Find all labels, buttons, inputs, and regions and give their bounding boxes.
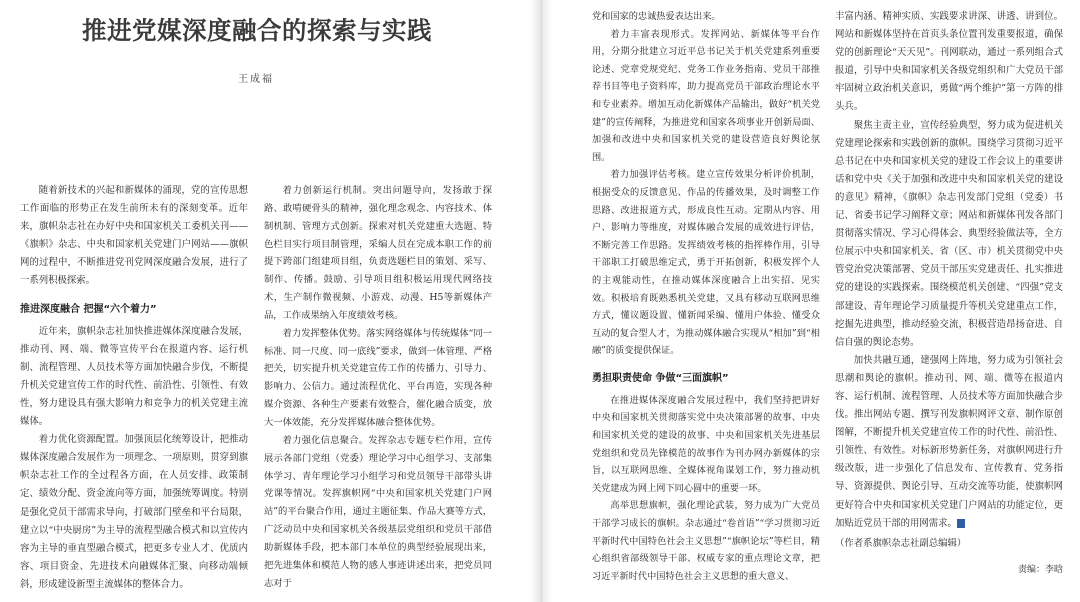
final-paragraph-text: 加快共融互通，建强网上阵地，努力成为引领社会思潮和舆论的旗帜。推动刊、网、端、微等在报道内容、运行机制、流程管理、人员技术等方面加快融合步伐。推出网站专题、撰写刊发旗帜网评文章、制作原创图解，不断提升机关党建宣传工作的时代性、前沿性、引领性、有效性。对标新形势新任务，对旗帜网进行升级改版，进一步强化了信息发布、宣传教育、党务指导、资源提供、舆论引导、互动交流等功能，使旗帜网更好符合中央和国家机关党建门户网站的功能定位，更加贴近党员干部的用网需求。 xyxy=(835,354,1063,529)
author-note: （作者系旗帜杂志社副总编辑） xyxy=(835,537,967,549)
body-paragraph: 着力丰富表现形式。发挥网站、新媒体等平台作用，分期分批建立习近平总书记关于机关党建系列重要论述、党章党规党纪、党务工作业务指南、党员干部推荐书目等电子资料库，助力提高党员干部政治理论水平和专业素养。增加互动化新媒体产品输出，做好“机关党建”的宣传阐释，为推进党和国家各项事业开创新局面、加强和改进中央和国家机关党的建设营造良好舆论氛围。 xyxy=(592,28,820,163)
body-paragraph xyxy=(835,352,1063,533)
end-mark-icon: 旗 xyxy=(957,519,965,528)
body-paragraph: 聚焦主责主业，宣传经验典型，努力成为促进机关党建理论探索和实践创新的旗帜。围绕学习贯彻习近平总书记在中央和国家机关党的建设工作会议上的重要讲话和党中央《关于加强和改进中央和国家机关党的建设的意见》精神，《旗帜》杂志刊发部门党组（党委）书记、省委书记学习阐释文章；网站和新媒体刊发各部门贯彻落实情况、学习心得体会、典型经验做法等，全方位展示中央和国家机关、省（区、市）机关贯彻党中央管党治党决策部署、党员干部压实党建责任、扎实推进党的建设的实践探索。围绕模范机关创建、“四强”党支部建设、青年理论学习质量提升等机关党建重点工作，挖掘先进典型，推动经验交流，积极营造昂扬奋进、自信自强的舆论态势。 xyxy=(835,119,1063,348)
continued-paragraph: 丰富内涵、精神实质、实践要求讲深、讲透、讲到位。网站和新媒体坚持在首页头条位置刊发重要报道，确保党的创新理论“天天见”。刊网联动，通过一系列组合式报道，引导中央和国家机关各级党组织和广大党员干部牢固树立政治机关意识，勇做“两个维护”第一方阵的排头兵。 xyxy=(835,11,1063,113)
body-paragraph: 着力强化信息聚合。发挥杂志专题专栏作用，宣传展示各部门党组（党委）理论学习中心组学习、支部集体学习、青年理论学习小组学习和党员领导干部带头讲党课等情况。发挥旗帜网“中央和国家机关党建门户网站”的平台聚合作用，通过主题征集、作品大赛等方式，广泛动员中央和国家机关各级基层党组织和党员干部借助新媒体手段，把本部门本单位的典型经验展现出来，把先进集体和模范人物的感人事迹讲述出来，把党员同志对于 xyxy=(264,434,492,589)
column-3 xyxy=(592,8,820,585)
article-title: 推进党媒深度融合的探索与实践 xyxy=(82,16,432,45)
intro-paragraph: 随着新技术的兴起和新媒体的涌现，党的宣传思想工作面临的形势正在发生前所未有的深刻变革。近年来，旗帜杂志社在办好中央和国家机关工委机关刊——《旗帜》杂志、中央和国家机关党建门户网站——旗帜网的过程中，不断推进党刊党网深度融合发展，进行了一系列积极探索。 xyxy=(20,185,248,287)
column-4 xyxy=(835,8,1063,579)
section-heading-1: 推进深度融合 把握“六个着力” xyxy=(20,303,157,315)
page-gutter xyxy=(530,0,552,602)
continued-paragraph: 党和国家的忠诚热爱表达出来。 xyxy=(592,11,721,22)
column-2 xyxy=(264,182,492,592)
body-paragraph: 近年来，旗帜杂志社加快推进媒体深度融合发展，推动刊、网、端、微等宣传平台在报道内容、运行机制、流程管理、人员技术等方面加快融合步伐，不断提升机关党建宣传工作的时代性、前沿性、引领性、有效性，努力建设具有强大影响力和竞争力的机关党建主流媒体。 xyxy=(20,325,248,428)
body-paragraph: 着力发挥整体优势。落实网络媒体与传统媒体“同一标准、同一尺度、同一底线”要求，做到一体管理、严格把关，切实提升机关党建宣传工作的传播力、引导力、影响力、公信力。通过流程优化、平台再造，实现各种媒介资源、各种生产要素有效整合，催化融合质变，放大一体效能，充分发挥媒体融合整体优势。 xyxy=(264,327,492,428)
body-paragraph: 着力优化资源配置。加强顶层化统筹设计，把推动媒体深度融合发展作为一项理念、一项原则，贯穿到旗帜杂志社工作的全过程各方面，在人员安排、政策制定、绩效分配、资金流向等方面，加强统筹调度。特别是强化党员干部需求导向，打破部门壁垒和平台局限，建立以“中央厨房”为主导的流程型融合模式和以宣传内容为主导的垂直型融合模式，把更多专业人才、优质内容、项目资金、先进技术向融媒体汇聚、向移动端倾斜，形成建设新型主流媒体的整体合力。 xyxy=(20,434,248,590)
section-heading-2: 勇担职责使命 争做“三面旗帜” xyxy=(592,372,729,384)
body-paragraph: 在推进媒体深度融合发展过程中，我们坚持把讲好中央和国家机关贯彻落实党中央决策部署的故事、中央和国家机关党的建设的故事、中央和国家机关先进基层党组织和党员先锋模范的故事作为刊办网办新媒体的宗旨，以互联网思维、全媒体视角谋划工作，努力推动机关党建成为网上网下同心圆中的重要一环。 xyxy=(592,394,820,494)
article-author: 王成福 xyxy=(238,74,274,85)
body-paragraph: 着力加强评估考核。建立宣传效果分析评价机制，根据受众的反馈意见、作品的传播效果，及时调整工作思路、改进报道方式，形成良性互动。定期从内容、用户、影响力等维度，对媒体融合发展的成效进行评估，不断完善工作思路。发挥绩效考核的指挥棒作用，引导干部职工打破思维定式，勇于开拓创新，积极发挥个人的主观能动性，在推动媒体深度融合上出实招、见实效。积极培育既熟悉机关党建，又具有移动互联网思维方式，懂议题设置、懂新闻采编、懂用户体验、懂受众互动的复合型人才，为推动媒体融合实现从“相加”到“相融”的质变提供保证。 xyxy=(592,169,820,357)
column-1 xyxy=(20,182,248,594)
body-paragraph: 着力创新运行机制。突出问题导向，发扬敢于探路、敢啃硬骨头的精神，强化理念观念、内容技术、体制机制、管理方式创新。探索对机关党建重大选题、特色栏目实行项目制管理，采编人员在完成本职工作的前提下跨部门组建项目组，负责选题栏目的策划、采写、制作、传播。鼓励、引导项目组积极运用现代网络技术，生产制作微视频、小游戏、动漫、H5等新媒体产品，工作成果纳入年度绩效考核。 xyxy=(264,185,492,321)
editor-credit: 责编：李晗 xyxy=(1017,564,1063,575)
body-paragraph: 高举思想旗帜，强化理论武装，努力成为广大党员干部学习成长的旗帜。杂志通过“卷首语”“学习贯彻习近平新时代中国特色社会主义思想”“旗帜论坛”等栏目，精心组织省部级领导干部、权威专家的重点理论文章，把习近平新时代中国特色社会主义思想的重大意义、 xyxy=(592,500,820,582)
